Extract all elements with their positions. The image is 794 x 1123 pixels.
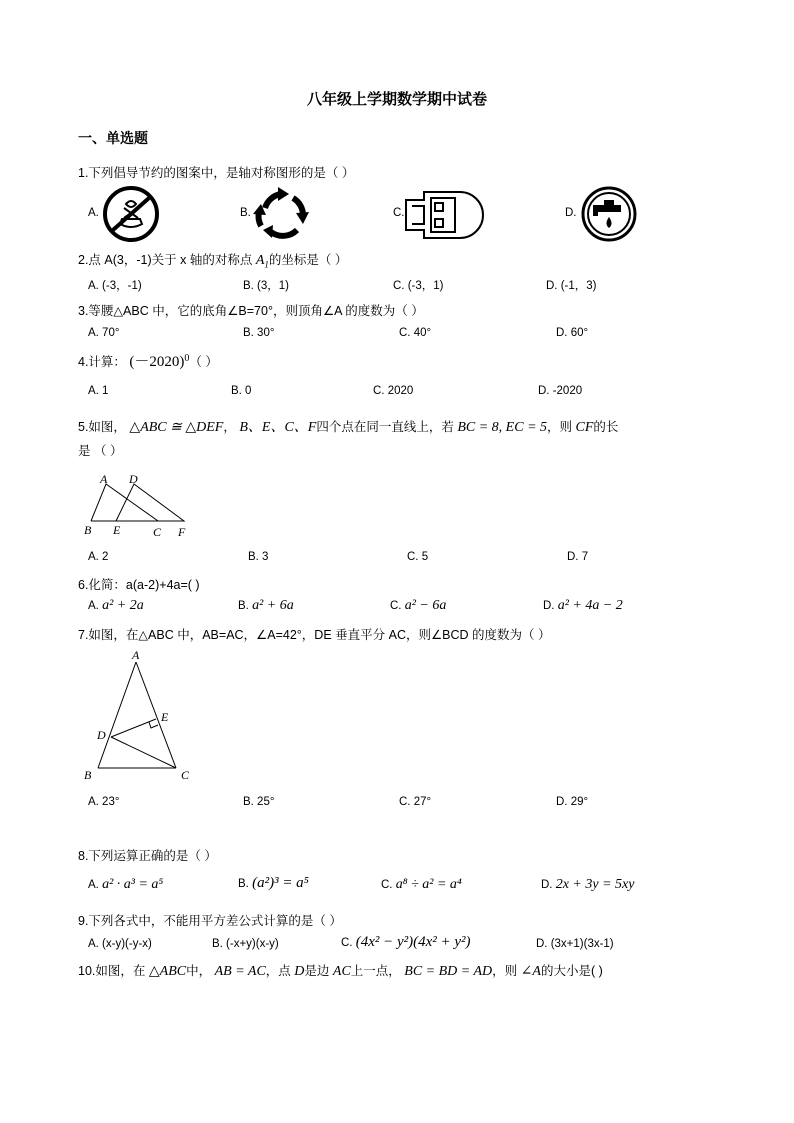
q2-option-c: C. (-3，1): [393, 280, 444, 292]
q5-math-3: BC = 8, EC = 5: [457, 420, 548, 435]
q8-option-c-expr: a⁸ ÷ a² = a⁴: [395, 877, 462, 892]
q6-option-b: [238, 598, 294, 614]
q2-option-d: D. (-1，3): [546, 280, 597, 292]
q2-point-subscript: 1: [264, 259, 269, 270]
q2-option-a: A. (-3，-1): [88, 280, 142, 292]
q5-option-c: C. 5: [407, 551, 429, 563]
q10-math-5: BC = BD = AD: [404, 964, 493, 979]
q4-option-a: A. 1: [88, 385, 109, 397]
q9-option-b: B. (-x+y)(x-y): [212, 938, 279, 950]
q5-math-4: CF: [575, 420, 594, 435]
q5-option-a: A. 2: [88, 551, 109, 563]
q7-label-a: A: [132, 648, 140, 662]
q7-stem: 7.如图，在△ABC 中，AB=AC，∠A=42°，DE 垂直平分 AC，则∠BCD 的度数为（ ）: [78, 628, 551, 642]
q8-option-a: [88, 877, 163, 893]
q8-option-c-label: C.: [381, 879, 393, 891]
q6-option-d-expr: a² + 4a − 2: [557, 598, 623, 613]
q5-math-1: △ABC ≅ △DEF: [129, 420, 224, 435]
q5-label-f: F: [178, 525, 186, 539]
q6-option-c-expr: a² − 6a: [404, 598, 447, 613]
q1-stem: 1.下列倡导节约的图案中，是轴对称图形的是（ ）: [78, 166, 355, 180]
section-heading: 一、单选题: [78, 130, 148, 146]
q3-stem: 3.等腰△ABC 中，它的底角∠B=70°，则顶角∠A 的度数为（ ）: [78, 304, 424, 318]
q5-stem: [78, 416, 618, 436]
q6-option-b-expr: a² + 6a: [252, 598, 294, 613]
q10-math-4: AC: [332, 964, 351, 979]
q3-option-d: D. 60°: [556, 327, 589, 339]
q6-option-a-label: A.: [88, 600, 99, 612]
q5-option-b: B. 3: [248, 551, 269, 563]
q5-text-2: ，: [223, 420, 236, 434]
q8-option-a-label: A.: [88, 879, 99, 891]
q6-option-d-label: D.: [543, 600, 555, 612]
q5-figure: [78, 470, 198, 545]
q7-option-a: A. 23°: [88, 796, 120, 808]
q8-option-b-label: B.: [238, 878, 249, 890]
q10-text-3: ，点: [265, 964, 291, 978]
q10-text-2: 中，: [186, 964, 212, 978]
q7-option-b: B. 25°: [243, 796, 275, 808]
q4-stem-text: 4.计算：: [78, 355, 126, 369]
q5-label-d: D: [129, 472, 138, 486]
q9-stem: 9.下列各式中，不能用平方差公式计算的是（ ）: [78, 914, 342, 928]
q10-math-3: D: [294, 964, 305, 979]
q4-stem: [78, 350, 218, 371]
page-title: 八年级上学期数学期中试卷: [306, 91, 487, 108]
q5-label-e: E: [113, 523, 121, 537]
q5-option-d: D. 7: [567, 551, 589, 563]
q8-option-c: [381, 877, 462, 893]
q5-math-2: B、E、C、F: [239, 420, 317, 435]
q4-option-d: D. -2020: [538, 385, 583, 397]
q4-expression: (－2020): [129, 354, 185, 370]
q10-text-6: ，则: [492, 964, 518, 978]
q8-option-b: [238, 875, 309, 892]
q3-option-a: A. 70°: [88, 327, 120, 339]
q10-math-6: ∠A: [520, 964, 541, 979]
q9-option-d: D. (3x+1)(3x-1): [536, 938, 614, 950]
q6-option-a: [88, 598, 144, 614]
q8-stem: 8.下列运算正确的是（ ）: [78, 849, 217, 863]
q10-text-1: 10.如图，在: [78, 964, 146, 978]
q5-label-b: B: [84, 523, 92, 537]
q8-option-d-expr: 2x + 3y = 5xy: [555, 877, 635, 892]
q2-stem-text: 2.点 A(3，-1)关于 x 轴的对称点: [78, 253, 253, 267]
q5-label-a: A: [100, 472, 108, 486]
q5-text-5: 的长: [593, 420, 619, 434]
q4-option-b: B. 0: [231, 385, 252, 397]
q7-label-b: B: [84, 768, 92, 782]
q8-option-d-label: D.: [541, 879, 553, 891]
q10-math-2: AB = AC: [214, 964, 266, 979]
q5-text-4: ，则: [547, 420, 573, 434]
q5-label-c: C: [153, 525, 162, 539]
q6-option-d: [543, 598, 623, 614]
q7-figure: [78, 646, 208, 789]
q5-text-3: 四个点在同一直线上，若: [316, 420, 454, 434]
q1-option-a-label: A.: [88, 207, 99, 219]
q9-option-c-label: C.: [341, 937, 353, 949]
q2-stem: [78, 250, 347, 270]
q10-text-7: 的大小是( ): [540, 964, 603, 978]
q1-option-d-label: D.: [565, 207, 577, 219]
q6-option-b-label: B.: [238, 600, 249, 612]
q4-option-c: C. 2020: [373, 385, 414, 397]
q5-text-1: 5.如图，: [78, 420, 126, 434]
q6-option-c-label: C.: [390, 600, 402, 612]
q2-option-b: B. (3，1): [243, 280, 290, 292]
power-plug-icon: [404, 188, 486, 242]
q4-stem-end: （ ）: [189, 355, 218, 369]
q1-option-c-label: C.: [393, 207, 405, 219]
q7-label-c: C: [181, 768, 190, 782]
q10-math-1: △ABC: [148, 964, 187, 979]
q7-option-c: C. 27°: [399, 796, 432, 808]
q9-option-c-expr: (4x² − y²)(4x² + y²): [355, 934, 471, 950]
q8-option-a-expr: a² · a³ = a⁵: [102, 877, 164, 892]
q5-stem-line2: 是 （ ）: [78, 444, 123, 458]
q10-text-4: 是边: [304, 964, 330, 978]
q6-option-c: [390, 598, 446, 614]
q1-option-b-label: B.: [240, 207, 251, 219]
q4-exponent: 0: [184, 352, 190, 364]
q3-option-c: C. 40°: [399, 327, 432, 339]
q6-option-a-expr: a² + 2a: [102, 598, 144, 613]
q2-stem-end: 的坐标是（ ）: [268, 253, 348, 267]
faucet-drop-icon: [578, 186, 640, 242]
q7-label-d: D: [97, 728, 106, 742]
q3-option-b: B. 30°: [243, 327, 275, 339]
q2-point-symbol: A: [255, 253, 265, 268]
water-saving-no-icon: [100, 186, 162, 242]
q7-option-d: D. 29°: [556, 796, 589, 808]
q6-stem: 6.化简：a(a-2)+4a=( ): [78, 578, 200, 592]
q8-option-b-expr: (a²)³ = a⁵: [252, 875, 309, 891]
recycle-arrows-icon: [251, 186, 315, 244]
q10-stem: [78, 961, 603, 980]
q7-label-e: E: [161, 710, 169, 724]
q10-text-5: 上一点，: [350, 964, 401, 978]
q9-option-c: [341, 934, 471, 951]
q9-option-a: A. (x-y)(-y-x): [88, 938, 152, 950]
q8-option-d: [541, 877, 634, 893]
